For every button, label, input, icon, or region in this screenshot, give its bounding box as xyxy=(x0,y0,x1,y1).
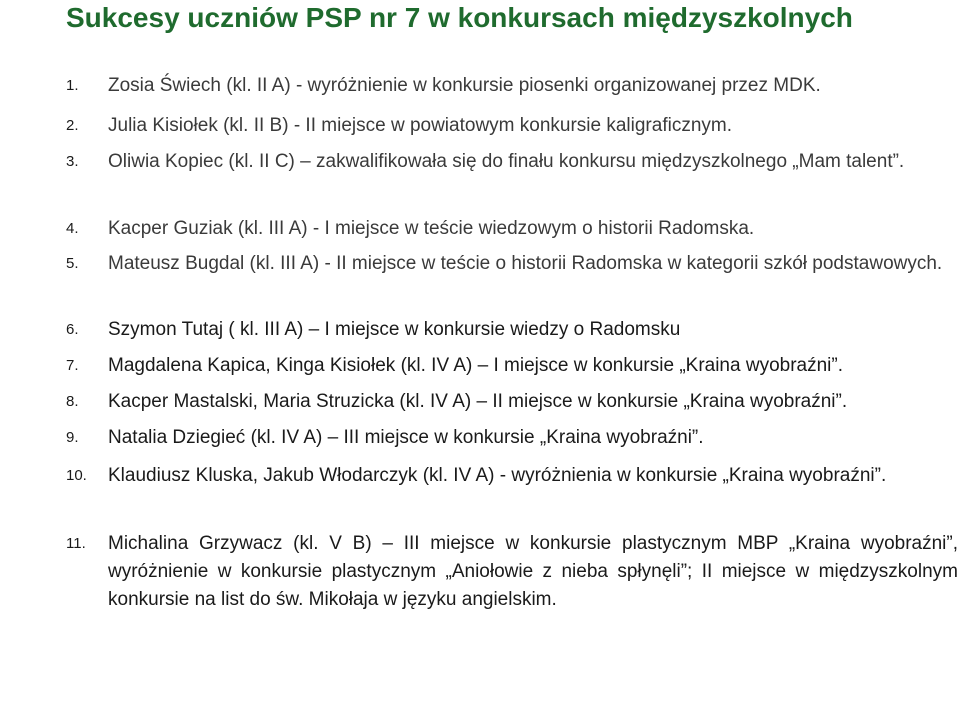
list-item xyxy=(66,388,958,416)
list-item-text: Zosia Świech (kl. II A) - wyróżnienie w konkursie piosenki organizowanej przez MDK. xyxy=(108,75,821,96)
list-item-number: 7. xyxy=(66,357,79,374)
list-item-text: Magdalena Kapica, Kinga Kisiołek (kl. IV A) – I miejsce w konkursie „Kraina wyobraźni”. xyxy=(108,355,843,376)
list-item-text: Mateusz Bugdal (kl. III A) - II miejsce w teście o historii Radomska w kategorii szkół podstawowych. xyxy=(108,253,943,274)
list-item-number: 3. xyxy=(66,153,79,170)
list-item-text: Julia Kisiołek (kl. II B) - II miejsce w powiatowym konkursie kaligraficznym. xyxy=(108,115,733,136)
list-item xyxy=(66,250,958,278)
page-title: Sukcesy uczniów PSP nr 7 w konkursach międzyszkolnych xyxy=(66,2,853,33)
list-item-number: 6. xyxy=(66,321,79,338)
list-item xyxy=(66,424,958,452)
list-item-text: Oliwia Kopiec (kl. II C) – zakwalifikowała się do finału konkursu międzyszkolnego „Mam talent”. xyxy=(108,151,905,172)
list-item-text: Szymon Tutaj ( kl. III A) – I miejsce w konkursie wiedzy o Radomsku xyxy=(108,319,681,340)
list-item-number: 11. xyxy=(66,535,86,552)
list-item xyxy=(66,352,958,380)
list-item xyxy=(66,215,958,243)
list-item-text: Natalia Dziegieć (kl. IV A) – III miejsce w konkursie „Kraina wyobraźni”. xyxy=(108,427,704,448)
list-item xyxy=(66,148,958,176)
list-item-number: 5. xyxy=(66,255,79,272)
list-item-text: Kacper Guziak (kl. III A) - I miejsce w teście wiedzowym o historii Radomska. xyxy=(108,218,755,239)
list-item xyxy=(66,72,958,100)
list-item xyxy=(66,112,958,140)
list-item-number: 10. xyxy=(66,467,87,484)
list-item xyxy=(66,316,958,344)
list-item-number: 9. xyxy=(66,429,79,446)
list-item xyxy=(66,462,958,490)
list-item-text: Kacper Mastalski, Maria Struzicka (kl. IV A) – II miejsce w konkursie „Kraina wyobraźni”. xyxy=(108,391,848,412)
list-item-text: Klaudiusz Kluska, Jakub Włodarczyk (kl. IV A) - wyróżnienia w konkursie „Kraina wyobraźni”. xyxy=(108,465,887,486)
list-item-number: 4. xyxy=(66,220,79,237)
list-item-text: Michalina Grzywacz (kl. V B) – III miejsce w konkursie plastycznym MBP „Kraina wyobraźni”, wyróżnienie w konkursie plastycznym „Aniołowie z nieba spłynęli”; II miejsce w międzyszkolnym konkursie na list do św. Mikołaja w języku angielskim. xyxy=(108,533,958,610)
list-item-number: 2. xyxy=(66,117,79,134)
list-item xyxy=(66,530,958,614)
list-item-number: 8. xyxy=(66,393,79,410)
list-item-number: 1. xyxy=(66,77,79,94)
